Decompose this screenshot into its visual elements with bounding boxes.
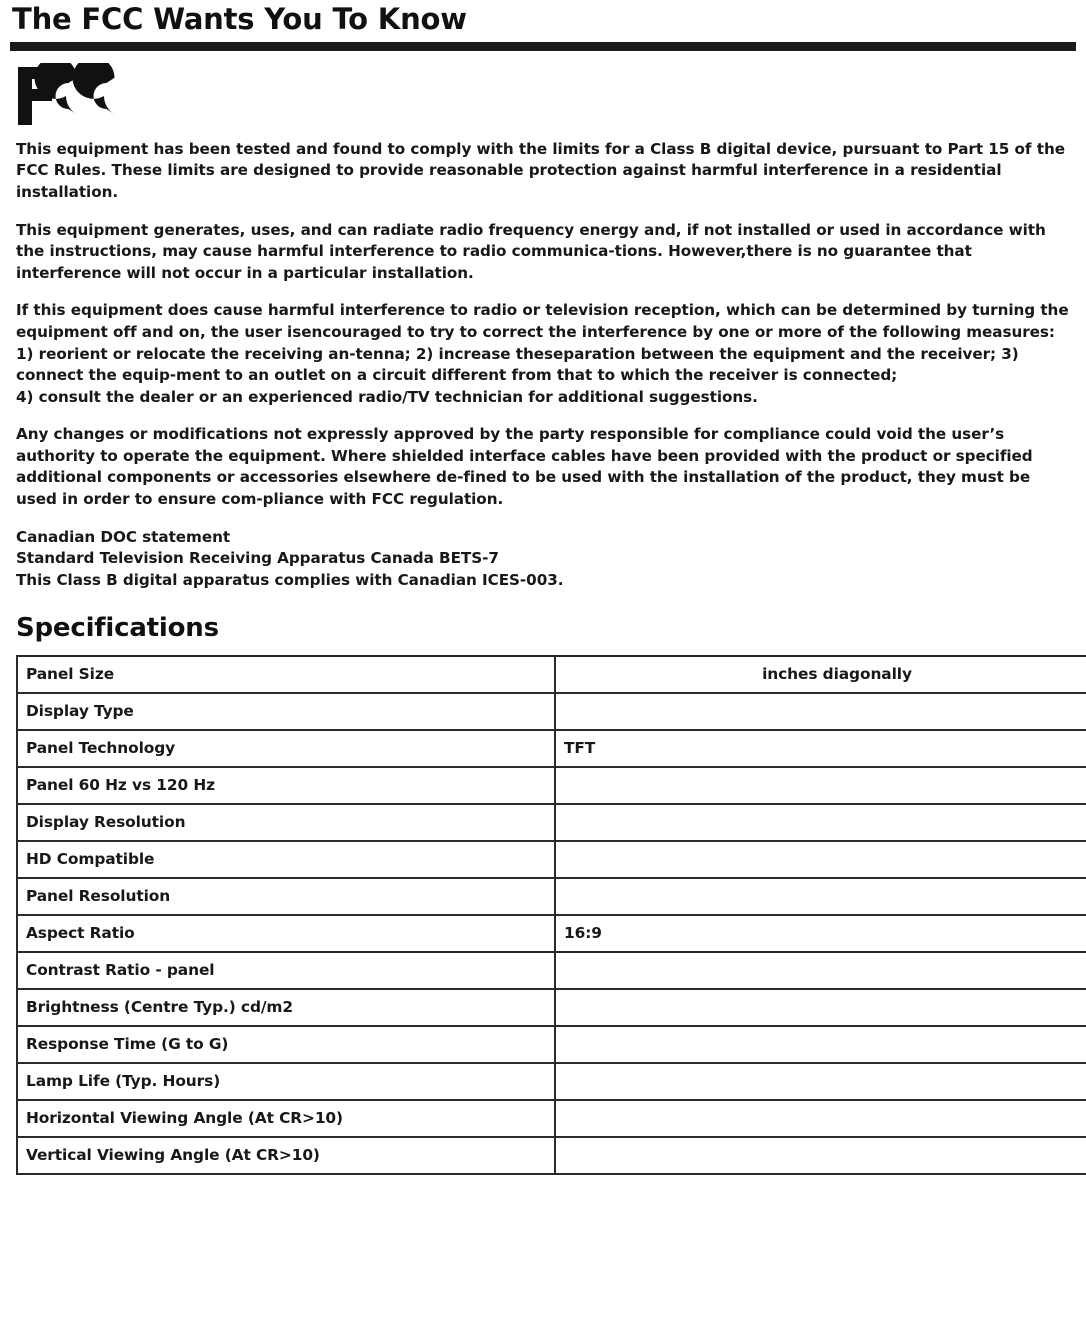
paragraph-2: This equipment generates, uses, and can radiate radio frequency energy and, if not installed or used in accordance with the instructions, may cause harmful interference to radio communica-tions. However,there is no guarantee that interference will not occur in a particular installation. <box>16 220 1046 282</box>
spec-value-cell <box>555 804 1086 841</box>
table-row <box>17 656 1086 693</box>
spec-label-cell: Horizontal Viewing Angle (At CR>10) <box>17 1100 555 1137</box>
table-row <box>17 804 1086 841</box>
spec-label-cell: Brightness (Centre Typ.) cd/m2 <box>17 989 555 1026</box>
spec-label-cell: Contrast Ratio - panel <box>17 952 555 989</box>
canadian-doc-line-1: Canadian DOC statement <box>16 527 231 546</box>
spec-value-cell <box>555 841 1086 878</box>
spec-value-cell <box>555 989 1086 1026</box>
spec-label-cell: Display Type <box>17 693 555 730</box>
paragraph-4: 4) consult the dealer or an experienced radio/TV technician for additional suggestions. <box>16 387 758 406</box>
table-row <box>17 989 1086 1026</box>
spec-label-cell: Panel 60 Hz vs 120 Hz <box>17 767 555 804</box>
spec-value-cell <box>555 1137 1086 1174</box>
spec-value-cell <box>555 1100 1086 1137</box>
spec-label-cell: Aspect Ratio <box>17 915 555 952</box>
paragraph-3: If this equipment does cause harmful interference to radio or television reception, which can be determined by turning the equipment off and on, the user isencouraged to try to correct the interference by one or more of the following measures: 1) reorient or relocate the receiving an-tenna; 2) increase theseparation between the equipment and the receiver; 3) connect the equip-ment to an outlet on a circuit different from that to which the receiver is connected; <box>16 301 1069 385</box>
spec-value-cell <box>555 767 1086 804</box>
spec-label-cell: Panel Size <box>17 656 555 693</box>
spec-value-cell: inches diagonally <box>555 656 1086 693</box>
table-row <box>17 915 1086 952</box>
table-row <box>17 878 1086 915</box>
spec-label-cell: Response Time (G to G) <box>17 1026 555 1063</box>
spec-label-cell: HD Compatible <box>17 841 555 878</box>
spec-value-cell <box>555 878 1086 915</box>
specifications-heading: Specifications <box>16 613 219 644</box>
spec-label-cell: Vertical Viewing Angle (At CR>10) <box>17 1137 555 1174</box>
page-title: The FCC Wants You To Know <box>12 2 467 36</box>
document-page <box>0 4 1086 1342</box>
table-row <box>17 1100 1086 1137</box>
spec-label-cell: Panel Technology <box>17 730 555 767</box>
canadian-doc-line-2: Standard Television Receiving Apparatus Canada BETS-7 <box>16 549 499 568</box>
spec-value-cell: TFT <box>555 730 1086 767</box>
table-row <box>17 952 1086 989</box>
table-row <box>17 1026 1086 1063</box>
spec-value-cell <box>555 952 1086 989</box>
table-row <box>17 767 1086 804</box>
canadian-doc-line-3: This Class B digital apparatus complies with Canadian ICES-003. <box>16 570 564 589</box>
table-row <box>17 1137 1086 1174</box>
spec-label-cell: Lamp Life (Typ. Hours) <box>17 1063 555 1100</box>
spec-value-cell: 16:9 <box>555 915 1086 952</box>
spec-label-cell: Display Resolution <box>17 804 555 841</box>
paragraph-1: This equipment has been tested and found to comply with the limits for a Class B digital device, pursuant to Part 15 of the FCC Rules. These limits are designed to provide reasonable protection against harmful interference in a residential installation. <box>16 139 1065 202</box>
title-divider <box>10 42 1076 51</box>
fcc-body-text <box>16 139 1074 591</box>
spec-label-cell: Panel Resolution <box>17 878 555 915</box>
table-row <box>17 841 1086 878</box>
specifications-table <box>16 655 1086 1175</box>
table-row <box>17 693 1086 730</box>
table-row <box>17 1063 1086 1100</box>
paragraph-5: Any changes or modifications not expressly approved by the party responsible for compliance could void the user’s authority to operate the equipment. Where shielded interface cables have been provided with the product or specified additional components or accessories elsewhere de-fined to be used with the installation of the product, they must be used in order to ensure com-pliance with FCC regulation. <box>16 425 1033 508</box>
spec-value-cell <box>555 1026 1086 1063</box>
table-row <box>17 730 1086 767</box>
spec-value-cell <box>555 1063 1086 1100</box>
spec-value-cell <box>555 693 1086 730</box>
fcc-logo-icon <box>16 63 126 129</box>
